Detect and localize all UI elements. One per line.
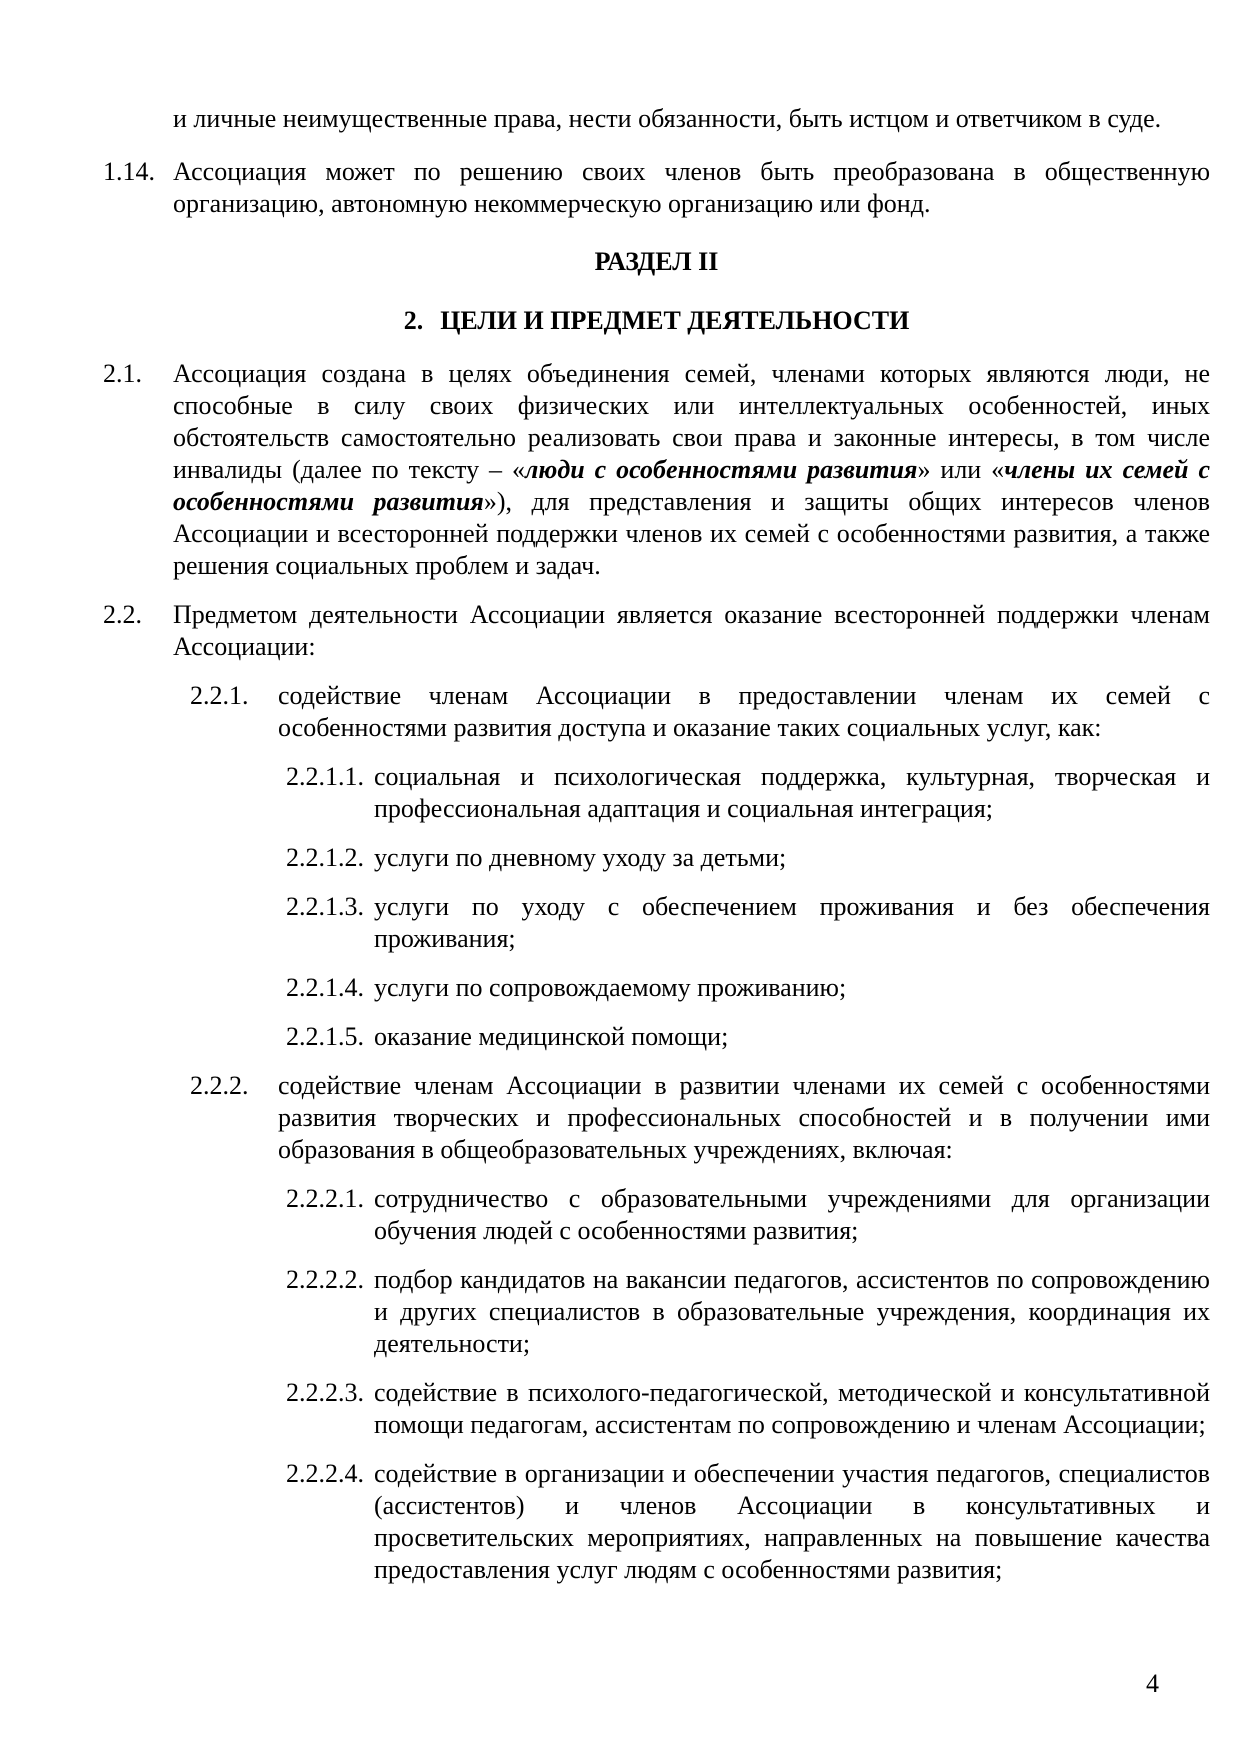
clause-2-2-2-2-number: 2.2.2.2. bbox=[286, 1265, 364, 1294]
clause-2-2-2-number: 2.2.2. bbox=[190, 1071, 249, 1100]
term-people-with-special-needs: люди с особенностями развития bbox=[525, 455, 918, 484]
clause-2-2-1-3-number: 2.2.1.3. bbox=[286, 892, 364, 921]
clause-1-14-number: 1.14. bbox=[103, 157, 155, 186]
clause-2-2-text: Предметом деятельности Ассоциации является оказание всесторонней поддержки членам Ассоциации: bbox=[173, 600, 1210, 661]
clause-2-2-1-5-number: 2.2.1.5. bbox=[286, 1022, 364, 1051]
clause-2-2-1-2-number: 2.2.1.2. bbox=[286, 843, 364, 872]
clause-2-2-1-1-number: 2.2.1.1. bbox=[286, 762, 364, 791]
clause-2-1-number: 2.1. bbox=[103, 359, 142, 388]
clause-2-2-1-2 bbox=[286, 842, 1210, 874]
clause-2-2-2-text: содействие членам Ассоциации в развитии членами их семей с особенностями развития творческих и профессиональных способностей и в получении ими образования в общеобразовательных учреждениях, включая: bbox=[278, 1071, 1210, 1164]
clause-2-2-2-4 bbox=[286, 1458, 1210, 1586]
clause-2-1-text-a: Ассоциация создана в целях объединения семей, членами которых являются люди, не способные в силу своих физических или интеллектуальных особенностей, иных обстоятельств самостоятельно реализовать свои права и законные интересы, в том числе инвалиды (далее по тексту – « bbox=[173, 359, 1210, 484]
clause-2-1-text-c: »), для представления и защиты общих интересов членов Ассоциации и всесторонней поддержки членов их семей с особенностями развития, а также решения социальных проблем и задач. bbox=[173, 487, 1210, 580]
chapter-number: 2. bbox=[403, 306, 424, 335]
page-number: 4 bbox=[1146, 1669, 1159, 1698]
chapter-title: ЦЕЛИ И ПРЕДМЕТ ДЕЯТЕЛЬНОСТИ bbox=[440, 306, 910, 335]
clause-2-2-number: 2.2. bbox=[103, 600, 142, 629]
clause-2-2-1-3 bbox=[286, 891, 1210, 955]
clause-2-2-2-4-number: 2.2.2.4. bbox=[286, 1459, 364, 1488]
clause-2-1 bbox=[103, 358, 1210, 582]
clause-2-2-1-1-text: социальная и психологическая поддержка, культурная, творческая и профессиональная адаптация и социальная интеграция; bbox=[374, 762, 1210, 823]
continuation-text: и личные неимущественные права, нести обязанности, быть истцом и ответчиком в суде. bbox=[173, 104, 1162, 133]
clause-2-2-1-text: содействие членам Ассоциации в предоставлении членам их семей с особенностями развития доступа и оказание таких социальных услуг, как: bbox=[278, 681, 1210, 742]
section-heading: РАЗДЕЛ II bbox=[594, 247, 719, 276]
clause-2-2-2-3-text: содействие в психолого-педагогической, методической и консультативной помощи педагогам, ассистентам по сопровождению и членам Ассоциации; bbox=[374, 1378, 1210, 1439]
clause-2-2-2-2-text: подбор кандидатов на вакансии педагогов, ассистентов по сопровождению и других специалистов в образовательные учреждения, координация их деятельности; bbox=[374, 1265, 1210, 1358]
clause-1-14 bbox=[103, 156, 1210, 220]
clause-2-2-2-3 bbox=[286, 1377, 1210, 1441]
clause-2-2 bbox=[103, 599, 1210, 663]
term-family-members-with-special-needs: члены их семей с особенностями развития bbox=[173, 455, 1210, 516]
clause-2-2-2-3-number: 2.2.2.3. bbox=[286, 1378, 364, 1407]
clause-2-2-1 bbox=[190, 680, 1210, 744]
clause-2-2-1-2-text: услуги по дневному уходу за детьми; bbox=[374, 843, 787, 872]
clause-2-2-1-4 bbox=[286, 972, 1210, 1004]
clause-2-2-2-1-text: сотрудничество с образовательными учреждениями для организации обучения людей с особенностями развития; bbox=[374, 1184, 1210, 1245]
clause-2-2-1-5 bbox=[286, 1021, 1210, 1053]
clause-2-2-1-5-text: оказание медицинской помощи; bbox=[374, 1022, 729, 1051]
clause-2-2-2-1-number: 2.2.2.1. bbox=[286, 1184, 364, 1213]
clause-2-2-1-1 bbox=[286, 761, 1210, 825]
clause-2-2-2-2 bbox=[286, 1264, 1210, 1360]
clause-2-2-1-number: 2.2.1. bbox=[190, 681, 249, 710]
clause-2-2-1-3-text: услуги по уходу с обеспечением проживания и без обеспечения проживания; bbox=[374, 892, 1210, 953]
clause-2-2-1-4-text: услуги по сопровождаемому проживанию; bbox=[374, 973, 847, 1002]
clause-2-2-1-4-number: 2.2.1.4. bbox=[286, 973, 364, 1002]
clause-2-1-text-b: » или « bbox=[917, 455, 1005, 484]
clause-2-2-2 bbox=[190, 1070, 1210, 1166]
clause-2-2-2-1 bbox=[286, 1183, 1210, 1247]
chapter-heading bbox=[103, 305, 1210, 337]
clause-1-14-text: Ассоциация может по решению своих членов быть преобразована в общественную организацию, автономную некоммерческую организацию или фонд. bbox=[173, 157, 1210, 218]
clause-2-2-2-4-text: содействие в организации и обеспечении участия педагогов, специалистов (ассистентов) и членов Ассоциации в консультативных и просветительских мероприятиях, направленных на повышение качества предоставления услуг людям с особенностями развития; bbox=[374, 1459, 1210, 1584]
clause-2-1-text bbox=[173, 358, 1210, 582]
